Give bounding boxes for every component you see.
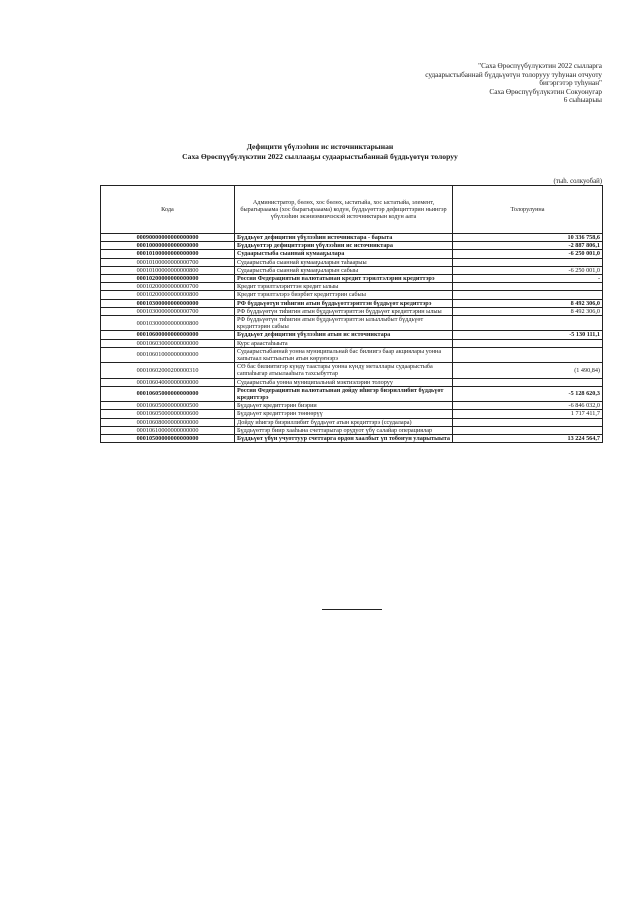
row-amount-cell: 10 336 758,6	[453, 234, 603, 242]
row-name-cell: Судаарыстыба сыаннай кумааҕылара	[235, 250, 453, 258]
table-row	[101, 347, 603, 362]
row-amount-cell	[453, 418, 603, 426]
row-amount-cell: -2 887 806,1	[453, 242, 603, 250]
table-row	[101, 258, 603, 266]
row-code-cell: 00010000000000000000	[101, 242, 235, 250]
row-name-cell: РФ бүддьүөтүн тиһигин атын бүддьүөттэриттэн бүддьүөт кредиттэрэ	[235, 299, 453, 307]
row-code-cell: 00010200000000000000	[101, 275, 235, 283]
header-note-line: Саха Өрөспүүбүлүкэтин Сокуонугар	[489, 87, 602, 96]
row-name-cell: Судаарыстыба уонна муниципальнай мэктиэлэрин толоруу	[235, 378, 453, 386]
row-amount-cell: -5 128 620,3	[453, 386, 603, 401]
row-name-cell: Бүддьүөт үбүн учуоттуур счеттарга ордон хаалбыт үп тобоҥун уларытыыта	[235, 435, 453, 443]
row-code-cell: 00010200000000000800	[101, 291, 235, 299]
table-row	[101, 435, 603, 443]
table-row	[101, 307, 603, 315]
row-code-cell: 00010200000000000700	[101, 283, 235, 291]
table-row	[101, 234, 603, 242]
row-name-cell: Россия Федерациятын валютатынан кредит тэрилтэлэрин кредиттэрэ	[235, 275, 453, 283]
table-row	[101, 291, 603, 299]
row-amount-cell	[453, 347, 603, 362]
row-code-cell: 00010605000000000500	[101, 402, 235, 410]
title-line-2: Саха Өрөспүүбүлүкэтин 2022 сыллааҕы судаарыстыбаннай бүддьүөтүн толоруу	[182, 151, 458, 161]
row-name-cell: Дойду иһигэр биэриллибит бүддьүөт атын кредиттэрэ (ссудалара)	[235, 418, 453, 426]
table-row	[101, 242, 603, 250]
table-row	[101, 283, 603, 291]
table-row	[101, 386, 603, 401]
header-amount: Толорулунна	[453, 186, 603, 234]
row-code-cell: 00010608000000000000	[101, 418, 235, 426]
table-row	[101, 331, 603, 339]
row-name-cell: РФ бүддьүөтүн тиһигин атын бүддьүөттэриттэн бүддьүөт кредиттэрин ылыы	[235, 307, 453, 315]
row-name-cell: Бүддьүөт дефицитин үбүлээһин атын ис источниктара	[235, 331, 453, 339]
header-note-line: "Саха Өрөспүүбүлүкэтин 2022 сылларга	[478, 62, 602, 70]
table-row	[101, 402, 603, 410]
row-amount-cell: -6 250 001,0	[453, 250, 603, 258]
row-amount-cell	[453, 283, 603, 291]
row-code-cell: 00010100000000000000	[101, 250, 235, 258]
table-row	[101, 418, 603, 426]
row-name-cell: Судаарыстыба сыаннай кумааҕыларын сабыы	[235, 266, 453, 274]
row-code-cell: 00090000000000000000	[101, 234, 235, 242]
row-code-cell: 00010605000000000600	[101, 410, 235, 418]
table-row	[101, 316, 603, 331]
row-code-cell: 00010610000000000000	[101, 426, 235, 434]
row-code-cell: 00010500000000000000	[101, 435, 235, 443]
row-amount-cell: -6 250 001,0	[453, 266, 603, 274]
table-row	[101, 410, 603, 418]
header-name: Администратор, бөлөх, хос бөлөх, ыстатыйа, хос ыстатыйа, элемент, бырагырааама (хос бырагырааама) кодун, бүддьүөттэр дефициттэрин ньингэр үбүлээһин экэниэмиичэскэй источниктарын кодун аата	[235, 186, 453, 234]
row-name-cell: Курс араастаһыыта	[235, 339, 453, 347]
row-code-cell: 00010300000000000000	[101, 299, 235, 307]
row-name-cell: Бүддьүөт кредиттэрин төннөрүү	[235, 410, 453, 418]
row-amount-cell: (1 490,84)	[453, 363, 603, 378]
row-amount-cell: -5 130 111,1	[453, 331, 603, 339]
title-line-1: Дефицити үбүлээһин ис источниктарынан	[246, 142, 394, 151]
row-amount-cell	[453, 339, 603, 347]
row-amount-cell: -6 846 032,0	[453, 402, 603, 410]
row-code-cell: 00010601000000000000	[101, 347, 235, 362]
header-code: Кода	[101, 186, 235, 234]
row-amount-cell	[453, 291, 603, 299]
appendix-header-note	[282, 62, 602, 105]
table-row	[101, 299, 603, 307]
header-note-line: бигэргэтэр туһунан"	[539, 79, 602, 88]
row-code-cell: 00010100000000000700	[101, 258, 235, 266]
row-code-cell: 00010300000000000700	[101, 307, 235, 315]
row-name-cell: Россия Федерациятын валютатынан дойду иһигэр биэриллибит бүддьүөт кредиттэрэ	[235, 386, 453, 401]
row-code-cell: 00010605000000000000	[101, 386, 235, 401]
row-name-cell: СӨ бас билиитигэр күндү таастары уонна күндү металлары судаарыстыба саппаһыгар атыылааһыга тахсыбуттар	[235, 363, 453, 378]
table-row	[101, 363, 603, 378]
row-amount-cell: 13 224 564,7	[453, 435, 603, 443]
row-amount-cell: 1 717 411,7	[453, 410, 603, 418]
row-code-cell: 00010600000000000000	[101, 331, 235, 339]
table-row	[101, 275, 603, 283]
row-name-cell: Бүддьүөт дефицитин үбүлээһин источниктара - барыта	[235, 234, 453, 242]
header-note-line: 6 сыһыарыы	[563, 96, 602, 105]
row-code-cell: 00010602000200000310	[101, 363, 235, 378]
unit-note: (тыһ. солкуобай)	[553, 178, 602, 185]
row-name-cell: Бүддьүөттэр дефициттэрин үбүлээһин ис источниктара	[235, 242, 453, 250]
row-code-cell: 00010603000000000000	[101, 339, 235, 347]
row-name-cell: РФ бүддьүөтүн тиһигин атын бүддьүөттэриттэн ылыллыбыт бүддьүөт кредиттэрин сабыы	[235, 316, 453, 331]
row-name-cell: Бүддьүөттэр биир хааһына счеттарыгар орудуот үбү салайар операциялар	[235, 426, 453, 434]
row-amount-cell	[453, 258, 603, 266]
row-amount-cell: -	[453, 275, 603, 283]
row-amount-cell	[453, 426, 603, 434]
row-amount-cell: 8 492 306,0	[453, 299, 603, 307]
deficit-sources-table	[100, 185, 603, 443]
header-note-line: судаарыстыбаннай бүддьүөтүн толорууу туһунан отчуоту	[425, 70, 602, 79]
footer-divider	[322, 609, 382, 610]
table-body	[101, 234, 603, 443]
table-row	[101, 266, 603, 274]
row-name-cell: Судаарыстыбаннай уонна муниципальнай бас билиигэ баар акциялары уонна хапытаал кыттыытын атын көрүҥнэрэ	[235, 347, 453, 362]
row-name-cell: Кредит тэрилтэлэрэ биэрбит кредиттэрин сабыы	[235, 291, 453, 299]
row-code-cell: 00010100000000000800	[101, 266, 235, 274]
row-code-cell: 00010604000000000000	[101, 378, 235, 386]
row-name-cell: Судаарыстыба сыаннай кумааҕыларын таһаарыы	[235, 258, 453, 266]
row-code-cell: 00010300000000000800	[101, 316, 235, 331]
table-row	[101, 339, 603, 347]
table-header-row	[101, 186, 603, 234]
row-name-cell: Кредит тэрилтэлэриттэн кредит ылыы	[235, 283, 453, 291]
row-amount-cell: 8 492 306,0	[453, 307, 603, 315]
table-row	[101, 250, 603, 258]
table-row	[101, 378, 603, 386]
row-name-cell: Бүддьүөт кредиттэрин биэрии	[235, 402, 453, 410]
row-amount-cell	[453, 316, 603, 331]
table-row	[101, 426, 603, 434]
row-amount-cell	[453, 378, 603, 386]
document-title	[0, 142, 640, 161]
